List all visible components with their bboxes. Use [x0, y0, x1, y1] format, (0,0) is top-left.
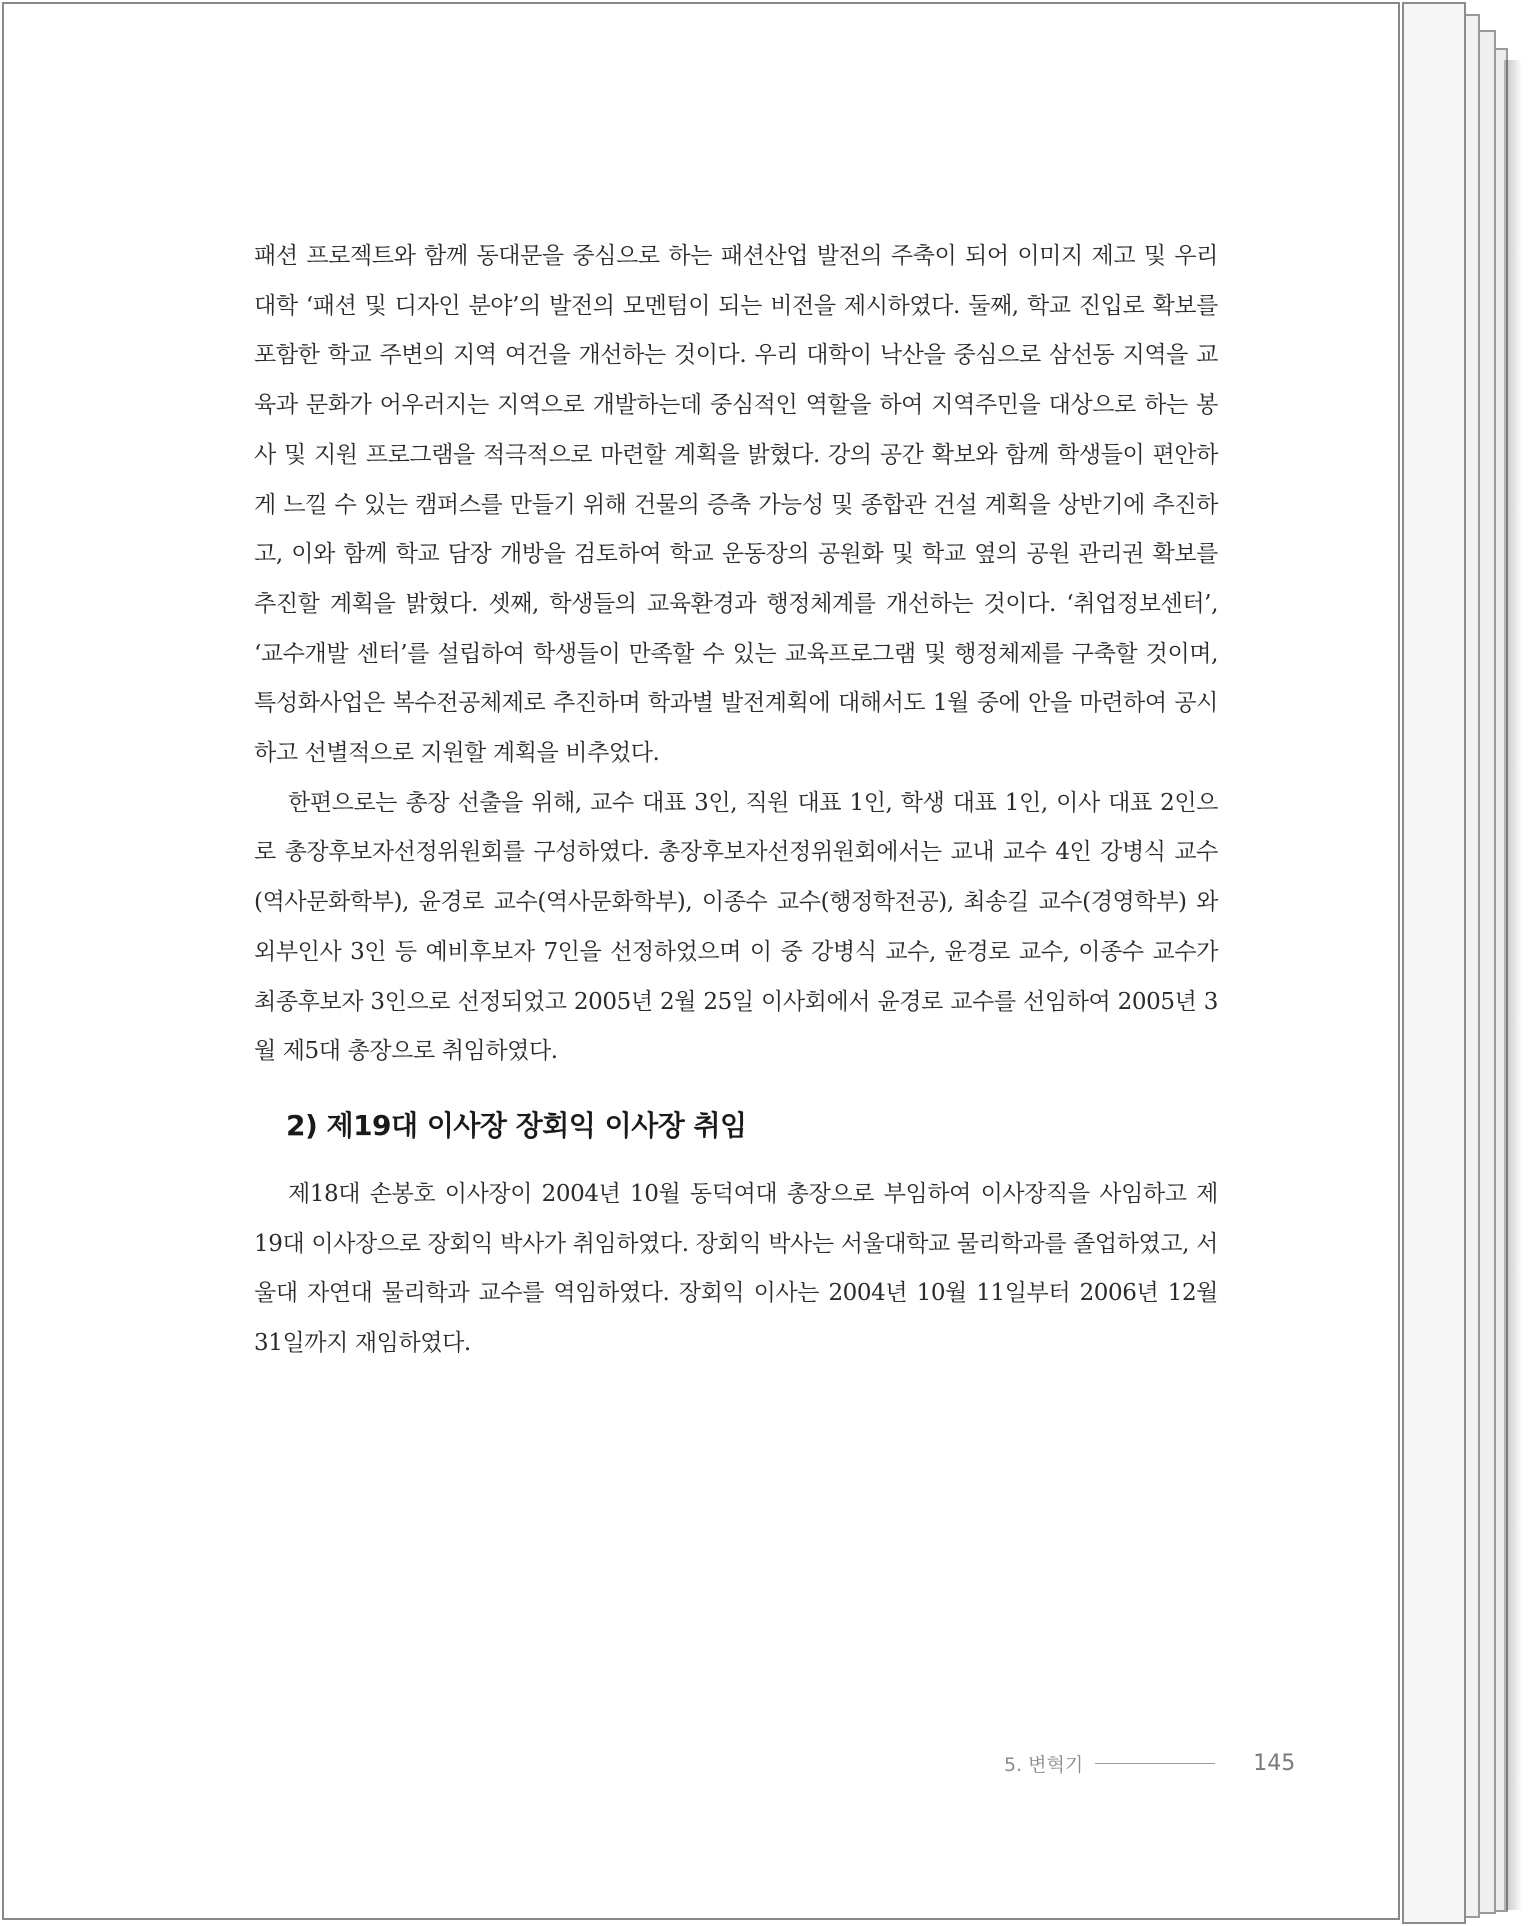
paragraph: 패션 프로젝트와 함께 동대문을 중심으로 하는 패션산업 발전의 주축이 되어 이미지 제고 및 우리 대학 ‘패션 및 디자인 분야’의 발전의 모멘텀이 되는 비전을 제시하였다. 둘째, 학교 진입로 확보를 포함한 학교 주변의 지역 여건을 개선하는 것이다. 우리 대학이 낙산을 중심으로 삼선동 지역을 교육과 문화가 어우러지는 지역으로 개발하는데 중심적인 역할을 하여 지역주민을 대상으로 하는 봉사 및 지원 프로그램을 적극적으로 마련할 계획을 밝혔다. 강의 공간 확보와 함께 학생들이 편안하게 느낄 수 있는 캠퍼스를 만들기 위해 건물의 증축 가능성 및 종합관 건설 계획을 상반기에 추진하고, 이와 함께 학교 담장 개방을 검토하여 학교 운동장의 공원화 및 학교 옆의 공원 관리권 확보를 추진할 계획을 밝혔다. 셋째, 학생들의 교육환경과 행정체계를 개선하는 것이다. ‘취업정보센터’, ‘교수개발 센터’를 설립하여 학생들이 만족할 수 있는 교육프로그램 및 행정체제를 구축할 것이며, 특성화사업은 복수전공체제로 추진하며 학과별 발전계획에 대해서도 1월 중에 안을 마련하여 공시하고 선별적으로 지원할 계획을 비추었다.: [254, 243, 1218, 767]
page-number: 145: [1253, 1750, 1296, 1776]
chapter-label: 5. 변혁기: [1004, 1753, 1084, 1776]
footer-rule: [1095, 1763, 1215, 1764]
paragraph: 제18대 손봉호 이사장이 2004년 10월 동덕여대 총장으로 부임하여 이사장직을 사임하고 제19대 이사장으로 장회익 박사가 취임하였다. 장회익 박사는 서울대학교 물리학과를 졸업하였고, 서울대 자연대 물리학과 교수를 역임하였다. 장회익 이사는 2004년 10월 11일부터 2006년 12월 31일까지 재임하였다.: [254, 1181, 1218, 1357]
section-heading: 2) 제19대 이사장 장회익 이사장 취임: [286, 1109, 747, 1142]
page-shadow: [1504, 60, 1522, 1910]
paragraph: 한편으로는 총장 선출을 위해, 교수 대표 3인, 직원 대표 1인, 학생 대표 1인, 이사 대표 2인으로 총장후보자선정위원회를 구성하였다. 총장후보자선정위원회에서는 교내 교수 4인 강병식 교수(역사문화학부), 윤경로 교수(역사문화학부), 이종수 교수(행정학전공), 최송길 교수(경영학부) 와 외부인사 3인 등 예비후보자 7인을 선정하었으며 이 중 강병식 교수, 윤경로 교수, 이종수 교수가 최종후보자 3인으로 선정되었고 2005년 2월 25일 이사회에서 윤경로 교수를 선임하여 2005년 3월 제5대 총장으로 취임하였다.: [254, 789, 1218, 1065]
page-footer: [1004, 1748, 1295, 1778]
page-edge: [1402, 2, 1466, 1924]
body-text: [254, 232, 1218, 1077]
section-body: [254, 1170, 1218, 1369]
